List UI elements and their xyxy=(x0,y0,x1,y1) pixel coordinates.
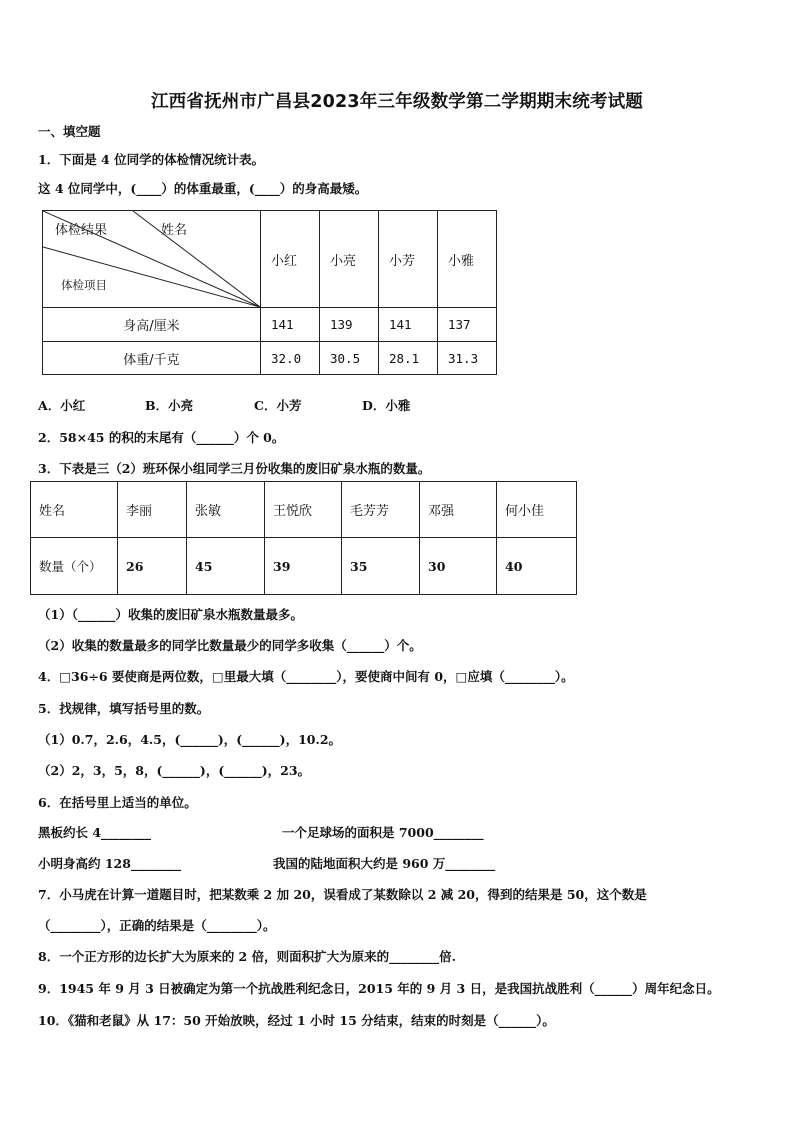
q1-prompt: 这 4 位同学中，(____）的体重最重，(____）的身高最矮。 xyxy=(38,181,368,196)
table-cell: 137 xyxy=(438,308,497,342)
page-title: 江西省抚州市广昌县2023年三年级数学第二学期期末统考试题 xyxy=(150,92,643,112)
q1-option-d: D．小雅 xyxy=(362,398,411,413)
q6-item-c: 小明身高约 128________ xyxy=(38,856,181,871)
row-label: 数量（个） xyxy=(31,538,118,595)
q8-text: 8．一个正方形的边长扩大为原来的 2 倍，则面积扩大为原来的________倍. xyxy=(38,949,456,964)
table-header-cell: 毛芳芳 xyxy=(342,482,420,538)
table-cell: 31.3 xyxy=(438,342,497,375)
table-cell: 141 xyxy=(261,308,320,342)
table-cell: 45 xyxy=(187,538,265,595)
table-cell: 28.1 xyxy=(379,342,438,375)
student-name: 小红 xyxy=(261,211,320,308)
student-name: 小亮 xyxy=(320,211,379,308)
table-header-cell: 邓强 xyxy=(420,482,497,538)
table-header-cell: 姓名 xyxy=(31,482,118,538)
table-cell: 26 xyxy=(118,538,187,595)
table-row xyxy=(31,538,577,595)
table-cell: 32.0 xyxy=(261,342,320,375)
table-row xyxy=(31,482,577,538)
q9-text: 9．1945 年 9 月 3 日被确定为第一个抗战胜利纪念日，2015 年的 9 月 3 日，是我国抗战胜利（______）周年纪念日。 xyxy=(38,981,720,996)
row-label: 身高/厘米 xyxy=(43,308,261,342)
table-cell: 35 xyxy=(342,538,420,595)
corner-label-result: 体检结果 xyxy=(55,223,108,238)
q6-stem: 6．在括号里上适当的单位。 xyxy=(38,795,197,810)
bottle-count-table xyxy=(30,481,577,595)
q7-line2: （________），正确的结果是（________）。 xyxy=(38,918,276,933)
table-header-cell: 李丽 xyxy=(118,482,187,538)
q4-text: 4．□36÷6 要使商是两位数，□里最大填（________），要使商中间有 0，□应填（________）。 xyxy=(38,669,574,684)
q1-stem: 1．下面是 4 位同学的体检情况统计表。 xyxy=(38,152,265,167)
corner-label-name: 姓名 xyxy=(161,223,188,238)
table-cell: 139 xyxy=(320,308,379,342)
table-header-cell: 何小佳 xyxy=(497,482,577,538)
table-cell: 30 xyxy=(420,538,497,595)
q3-sub1: （1）（______）收集的废旧矿泉水瓶数量最多。 xyxy=(38,607,303,622)
table-cell: 39 xyxy=(265,538,342,595)
student-name: 小芳 xyxy=(379,211,438,308)
table-cell: 30.5 xyxy=(320,342,379,375)
q10-text: 10．《猫和老鼠》从 17：50 开始放映，经过 1 小时 15 分结束，结束的时刻是（______）。 xyxy=(38,1013,555,1028)
student-name: 小雅 xyxy=(438,211,497,308)
table-header-cell: 张敏 xyxy=(187,482,265,538)
q3-sub2: （2）收集的数量最多的同学比数量最少的同学多收集（______）个。 xyxy=(38,638,422,653)
q6-item-a: 黑板约长 4________ xyxy=(38,825,152,840)
q5-sub1: （1）0.7，2.6，4.5，(______)，(______)，10.2。 xyxy=(38,732,342,747)
q1-option-b: B．小亮 xyxy=(145,398,194,413)
table-row xyxy=(43,308,497,342)
q1-option-a: A．小红 xyxy=(38,398,86,413)
q6-item-b: 一个足球场的面积是 7000________ xyxy=(282,825,484,840)
diagonal-header-cell xyxy=(43,211,261,308)
q1-option-c: C．小芳 xyxy=(254,398,302,413)
table-cell: 141 xyxy=(379,308,438,342)
q7-line1: 7．小马虎在计算一道题目时，把某数乘 2 加 20，误看成了某数除以 2 减 20，得到的结果是 50，这个数是 xyxy=(38,887,647,902)
health-check-table xyxy=(42,210,497,375)
q6-item-d: 我国的陆地面积大约是 960 万________ xyxy=(273,856,496,871)
table-row xyxy=(43,342,497,375)
row-label: 体重/千克 xyxy=(43,342,261,375)
corner-label-item: 体检项目 xyxy=(61,278,107,292)
q5-sub2: （2）2，3，5，8，(______)，(______)，23。 xyxy=(38,763,311,778)
q5-stem: 5．找规律，填写括号里的数。 xyxy=(38,701,210,716)
section-heading: 一、填空题 xyxy=(38,124,101,139)
q3-stem: 3．下表是三（2）班环保小组同学三月份收集的废旧矿泉水瓶的数量。 xyxy=(38,461,431,476)
table-cell: 40 xyxy=(497,538,577,595)
table-header-cell: 王悦欣 xyxy=(265,482,342,538)
q2-text: 2．58×45 的积的末尾有（______）个 0。 xyxy=(38,430,285,445)
